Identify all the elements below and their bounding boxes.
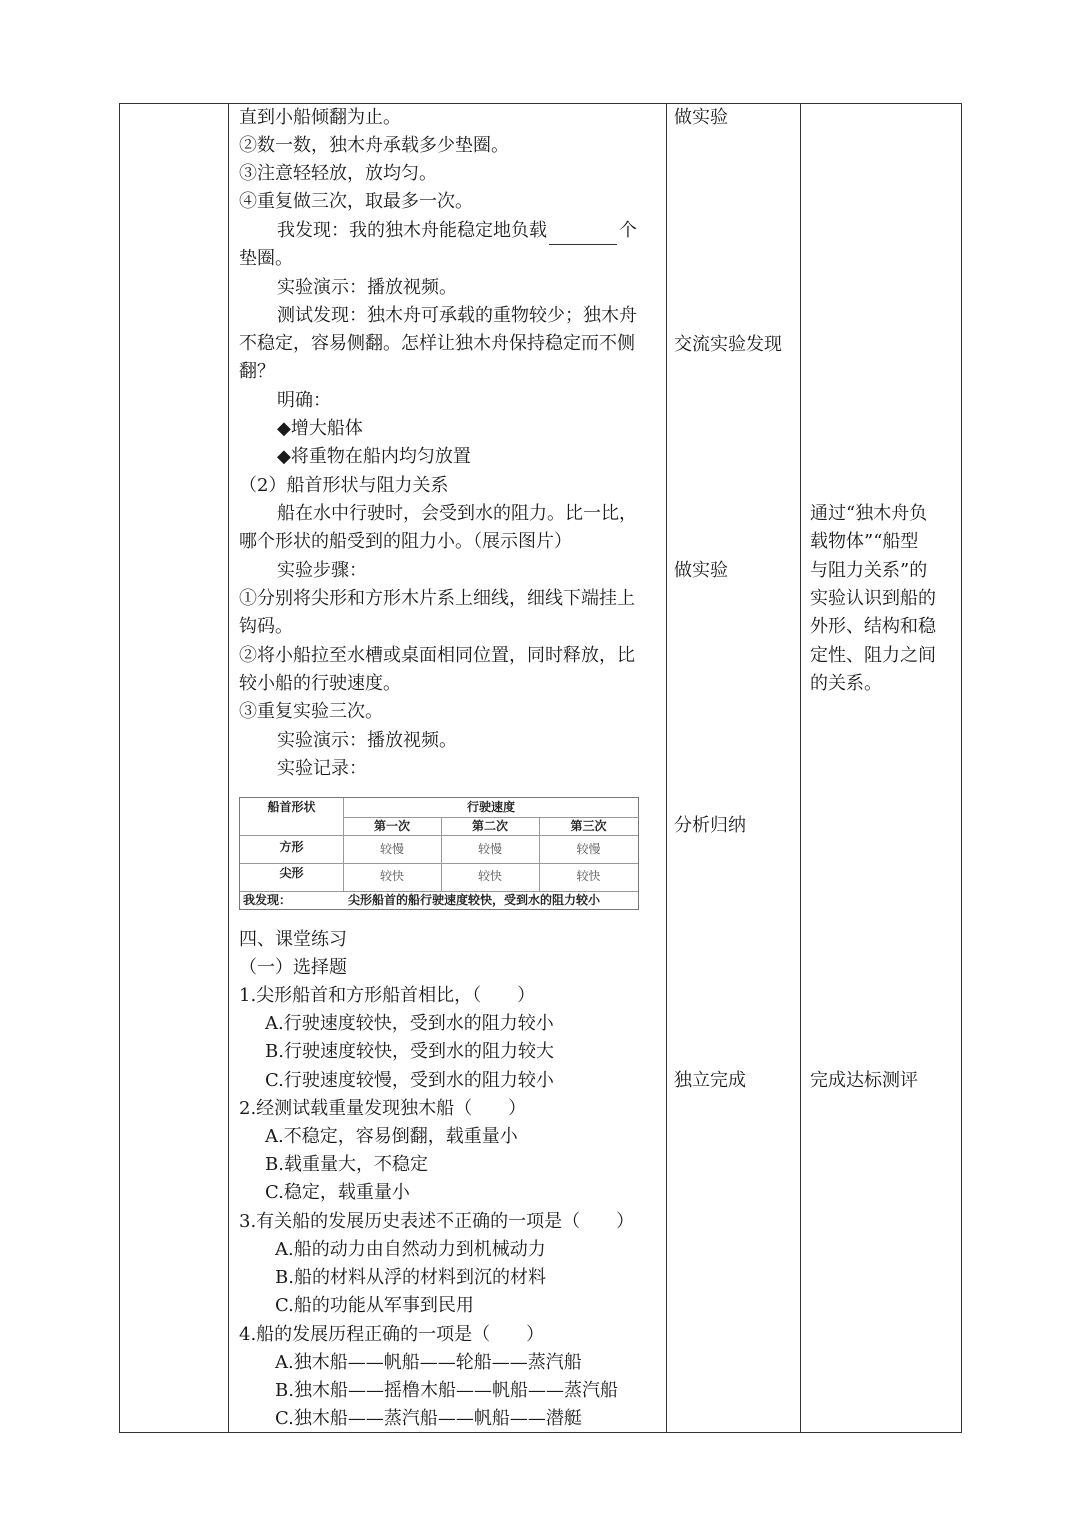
intent-line: 载物体”“船型 — [810, 531, 919, 552]
question: 1.尖形船首和方形船首相比，（ ） — [239, 985, 536, 1006]
column-divider — [800, 104, 801, 1432]
intent-line: 实验认识到船的 — [810, 588, 936, 609]
text-line: ②数一数，独木舟承载多少垫圈。 — [239, 135, 509, 156]
option: C.行驶速度较慢，受到水的阻力较小 — [265, 1070, 554, 1091]
section-heading: （2）船首形状与阻力关系 — [239, 475, 449, 496]
intent-line: 与阻力关系”的 — [810, 560, 928, 581]
text-line: 实验演示：播放视频。 — [277, 277, 457, 298]
finding-label: 我发现： — [243, 893, 292, 907]
section-heading: （一）选择题 — [239, 957, 347, 978]
finding-text: 尖形船首的船行驶速度较快，受到水的阻力较小 — [347, 893, 600, 907]
text-line: 实验步骤： — [277, 560, 367, 581]
activity-label: 独立完成 — [674, 1070, 746, 1091]
option: A.船的动力由自然动力到机械动力 — [275, 1239, 546, 1260]
text-line: 实验记录： — [277, 758, 367, 779]
intent-line: 定性、阻力之间 — [810, 645, 936, 666]
column-divider — [228, 104, 229, 1432]
finding-prompt: 我发现：我的独木舟能稳定地负载 — [277, 220, 547, 241]
text-line: 明确： — [277, 390, 331, 411]
option: B.船的材料从浮的材料到沉的材料 — [275, 1267, 546, 1288]
text-line: ④重复做三次，取最多一次。 — [239, 191, 473, 212]
trial-header: 第一次 — [373, 819, 410, 833]
text-line: ②将小船拉至水槽或桌面相同位置，同时释放，比 — [239, 645, 635, 666]
design-intent-column — [810, 104, 955, 1432]
text-line: 不稳定，容易侧翻。怎样让独木舟保持稳定而不侧 — [239, 333, 635, 354]
text-line: ◆将重物在船内均匀放置 — [277, 446, 471, 467]
cell-value: 较快 — [379, 869, 404, 883]
question: 2.经测试载重量发现独木船（ ） — [239, 1098, 527, 1119]
option: C.独木船——蒸汽船——帆船——潜艇 — [275, 1408, 582, 1429]
option: B.独木船——摇橹木船——帆船——蒸汽船 — [275, 1380, 618, 1401]
assessment-label: 完成达标测评 — [810, 1070, 918, 1091]
cell-value: 较慢 — [477, 842, 502, 856]
activity-label: 交流实验发现 — [674, 334, 782, 355]
option: C.稳定，载重量小 — [265, 1182, 410, 1203]
text-line: 钩码。 — [239, 616, 293, 637]
text-line: 较小船的行驶速度。 — [239, 673, 401, 694]
text-line: 测试发现：独木舟可承载的重物较少；独木舟 — [277, 305, 637, 326]
text-line: ①分别将尖形和方形木片系上细线，细线下端挂上 — [239, 588, 635, 609]
text-line: 哪个形状的船受到的阻力小。（展示图片） — [239, 531, 572, 552]
option: B.行驶速度较快，受到水的阻力较大 — [265, 1041, 554, 1062]
experiment-record-table — [239, 797, 639, 910]
option: B.载重量大，不稳定 — [265, 1154, 428, 1175]
intent-line: 通过“独木舟负 — [810, 503, 928, 524]
activity-label: 分析归纳 — [674, 815, 746, 836]
cell-value: 较慢 — [576, 842, 601, 856]
finding-unit: 个 — [619, 220, 637, 241]
option: A.不稳定，容易倒翻，载重量小 — [265, 1126, 518, 1147]
column-divider — [666, 104, 667, 1432]
activity-label: 做实验 — [674, 560, 728, 581]
finding-line — [277, 217, 637, 245]
text-line: 翻？ — [239, 361, 275, 382]
lesson-table — [119, 103, 962, 1433]
teaching-content — [239, 104, 666, 1432]
text-line: ◆增大船体 — [277, 418, 363, 439]
option: A.独木船——帆船——轮船——蒸汽船 — [275, 1352, 582, 1373]
row-shape: 尖形 — [279, 866, 304, 880]
trial-header: 第二次 — [471, 819, 508, 833]
text-line: ③重复实验三次。 — [239, 701, 383, 722]
cell-value: 较慢 — [379, 842, 404, 856]
row-shape: 方形 — [279, 840, 304, 854]
option: C.船的功能从军事到民用 — [275, 1295, 474, 1316]
text-line: 船在水中行驶时，会受到水的阻力。比一比， — [277, 503, 637, 524]
intent-line: 外形、结构和稳 — [810, 616, 936, 637]
option: A.行驶速度较快，受到水的阻力较小 — [265, 1013, 554, 1034]
text-line: ③注意轻轻放，放均匀。 — [239, 163, 437, 184]
intent-line: 的关系。 — [810, 673, 882, 694]
cell-value: 较快 — [576, 869, 601, 883]
section-heading: 四、课堂练习 — [239, 929, 347, 950]
text-line: 直到小船倾翻为止。 — [239, 107, 401, 128]
text-line: 实验演示：播放视频。 — [277, 730, 457, 751]
student-activity-column — [674, 104, 794, 1432]
trial-header: 第三次 — [570, 819, 607, 833]
header-shape: 船首形状 — [267, 800, 316, 814]
activity-label: 做实验 — [674, 107, 728, 128]
header-speed: 行驶速度 — [466, 800, 515, 814]
text-line: 垫圈。 — [239, 248, 293, 269]
question: 3.有关船的发展历史表述不正确的一项是（ ） — [239, 1211, 635, 1232]
question: 4.船的发展历程正确的一项是（ ） — [239, 1324, 545, 1345]
cell-value: 较快 — [477, 869, 502, 883]
fill-blank — [549, 226, 617, 245]
